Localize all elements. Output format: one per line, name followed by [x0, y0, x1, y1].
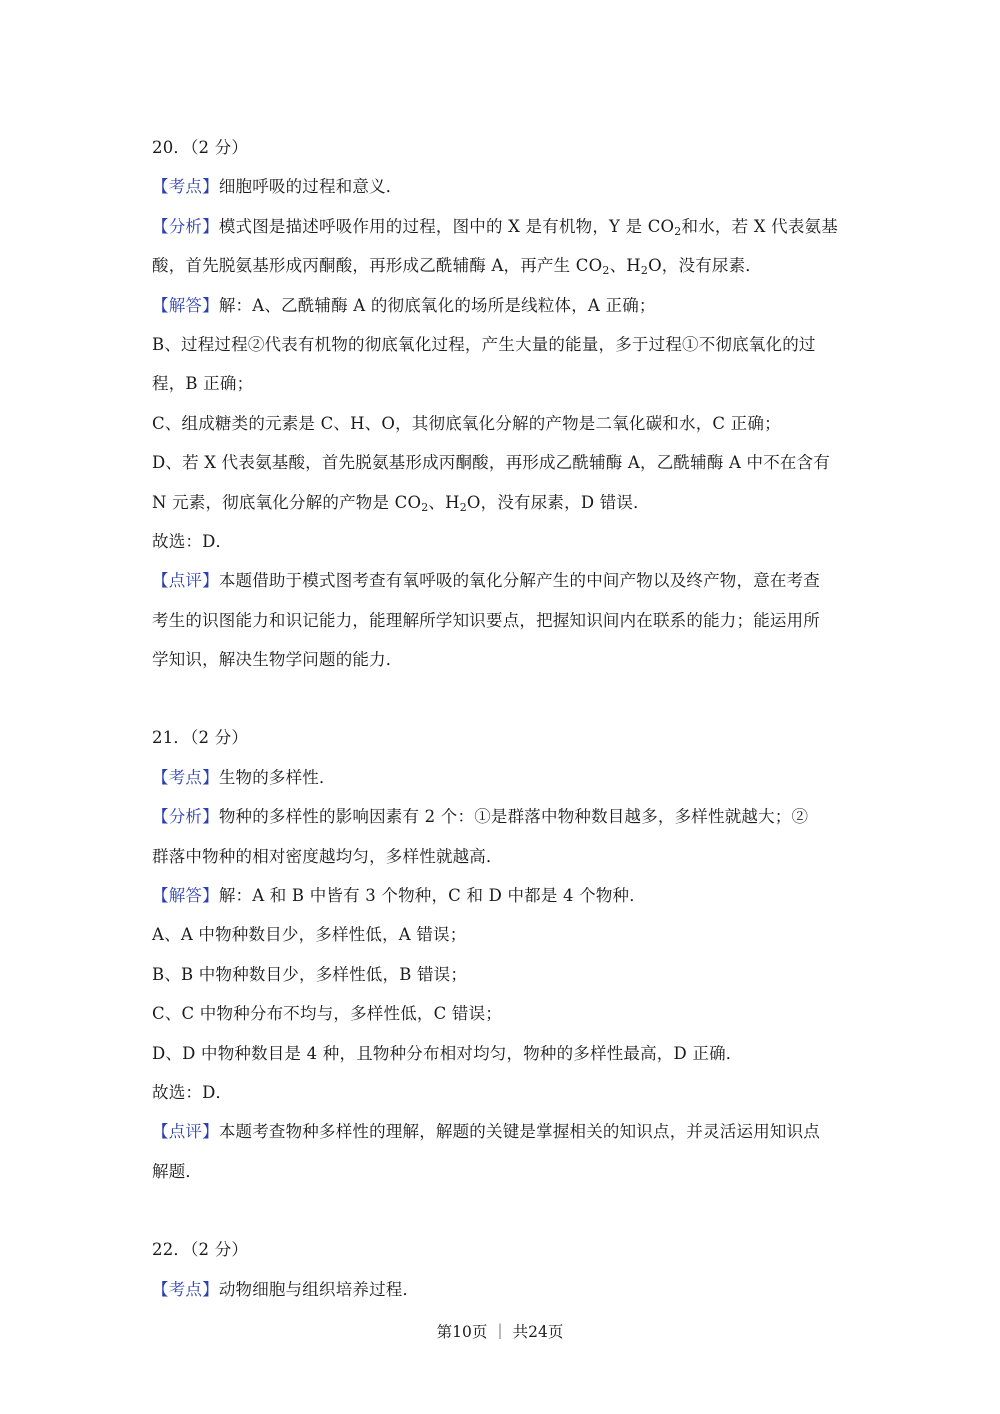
- kaodian-tag: 【考点】: [152, 1279, 219, 1299]
- kaodian-tag: 【考点】: [152, 177, 219, 197]
- question-20-header: 20．（2 分）: [152, 138, 249, 157]
- kaodian-text: 生物的多样性．: [218, 767, 336, 787]
- question-21-dianping-line-1: [152, 1112, 852, 1151]
- fenxi-tag: 【分析】: [152, 807, 219, 827]
- kaodian-tag: 【考点】: [152, 767, 219, 787]
- page-content: [152, 128, 852, 1309]
- dianping-text: 本题考查物种多样性的理解，解题的关键是掌握相关的知识点，并灵活运用知识点: [218, 1122, 821, 1142]
- question-22-header: 22．（2 分）: [152, 1240, 249, 1260]
- question-20-option-d-line-2: [152, 483, 852, 522]
- subscript: 2: [459, 500, 467, 514]
- kaodian-text: 细胞呼吸的过程和意义．: [218, 177, 403, 197]
- subscript: 2: [674, 224, 682, 238]
- question-20-option-d-line-1: D、若 X 代表氨基酸，首先脱氨基形成丙酮酸，再形成乙酰辅酶 A，乙酰辅酶 A 中不在含有: [152, 453, 831, 473]
- question-20-answer: 故选：D．: [152, 531, 233, 551]
- fenxi-text: 酸，首先脱氨基形成丙酮酸，再形成乙酰辅酶 A，再产生 CO: [152, 256, 603, 276]
- question-21-jieda: [152, 876, 852, 915]
- subscript: 2: [640, 264, 649, 278]
- question-21-option-d: D、D 中物种数目是 4 种，且物种分布相对均匀，物种的多样性最高，D 正确．: [152, 1043, 743, 1063]
- question-20-fenxi-line-2: [152, 246, 852, 285]
- jieda-text: 解：A、乙酰辅酶 A 的彻底氧化的场所是线粒体，A 正确；: [218, 295, 656, 315]
- subscript: 2: [421, 500, 429, 514]
- question-22-kaodian: [152, 1270, 852, 1309]
- fenxi-text: 物种的多样性的影响因素有 2 个：①是群落中物种数目越多，多样性就越大；②: [218, 807, 809, 827]
- fenxi-text: O，没有尿素．: [648, 256, 762, 276]
- page-footer: 第10页 ｜ 共24页: [436, 1323, 564, 1341]
- question-20-option-b-line-2: 程，B 正确；: [152, 374, 254, 394]
- question-20-dianping-line-3: 学知识，解决生物学问题的能力．: [152, 650, 403, 670]
- dianping-tag: 【点评】: [152, 571, 219, 591]
- jieda-text: 解：A 和 B 中皆有 3 个物种，C 和 D 中都是 4 个物种．: [218, 886, 646, 906]
- option-d-text: O，没有尿素，D 错误．: [466, 492, 650, 512]
- question-21-option-b: B、B 中物种数目少，多样性低，B 错误；: [152, 964, 468, 984]
- fenxi-text: 和水，若 X 代表氨基: [681, 216, 838, 236]
- question-21-kaodian: [152, 758, 852, 797]
- question-21-fenxi-line-2: 群落中物种的相对密度越均匀，多样性就越高．: [152, 846, 503, 866]
- option-d-text: 、H: [428, 492, 460, 512]
- question-20-dianping-line-2: 考生的识图能力和识记能力，能理解所学知识要点，把握知识间内在联系的能力；能运用所: [152, 610, 820, 630]
- question-20-fenxi-line-1: [152, 207, 852, 246]
- section-gap: [152, 679, 852, 718]
- jieda-tag: 【解答】: [152, 295, 219, 315]
- question-21-header: 21．（2 分）: [152, 728, 249, 748]
- question-20-option-c: C、组成糖类的元素是 C、H、O，其彻底氧化分解的产物是二氧化碳和水，C 正确；: [152, 413, 781, 433]
- fenxi-text: 模式图是描述呼吸作用的过程，图中的 X 是有机物，Y 是 CO: [218, 216, 675, 236]
- question-20-kaodian: [152, 167, 852, 206]
- dianping-text: 本题借助于模式图考查有氧呼吸的氧化分解产生的中间产物以及终产物，意在考查: [218, 571, 821, 591]
- question-20-dianping-line-1: [152, 561, 852, 600]
- dianping-tag: 【点评】: [152, 1122, 219, 1142]
- question-21-dianping-line-2: 解题．: [152, 1161, 203, 1181]
- question-20-jieda: [152, 286, 852, 325]
- option-d-text: N 元素，彻底氧化分解的产物是 CO: [152, 492, 422, 512]
- fenxi-tag: 【分析】: [152, 216, 219, 236]
- subscript: 2: [602, 264, 610, 278]
- question-21-option-a: A、A 中物种数目少，多样性低，A 错误；: [152, 925, 467, 945]
- jieda-tag: 【解答】: [152, 886, 219, 906]
- question-20-option-b-line-1: B、过程过程②代表有机物的彻底氧化过程，产生大量的能量，多于过程①不彻底氧化的过: [152, 334, 816, 354]
- question-21-option-c: C、C 中物种分布不均与，多样性低，C 错误；: [152, 1004, 502, 1024]
- kaodian-text: 动物细胞与组织培养过程．: [218, 1279, 420, 1299]
- question-21-fenxi-line-1: [152, 797, 852, 836]
- section-gap: [152, 1191, 852, 1230]
- fenxi-text: 、H: [609, 256, 641, 276]
- question-21-answer: 故选：D．: [152, 1082, 233, 1102]
